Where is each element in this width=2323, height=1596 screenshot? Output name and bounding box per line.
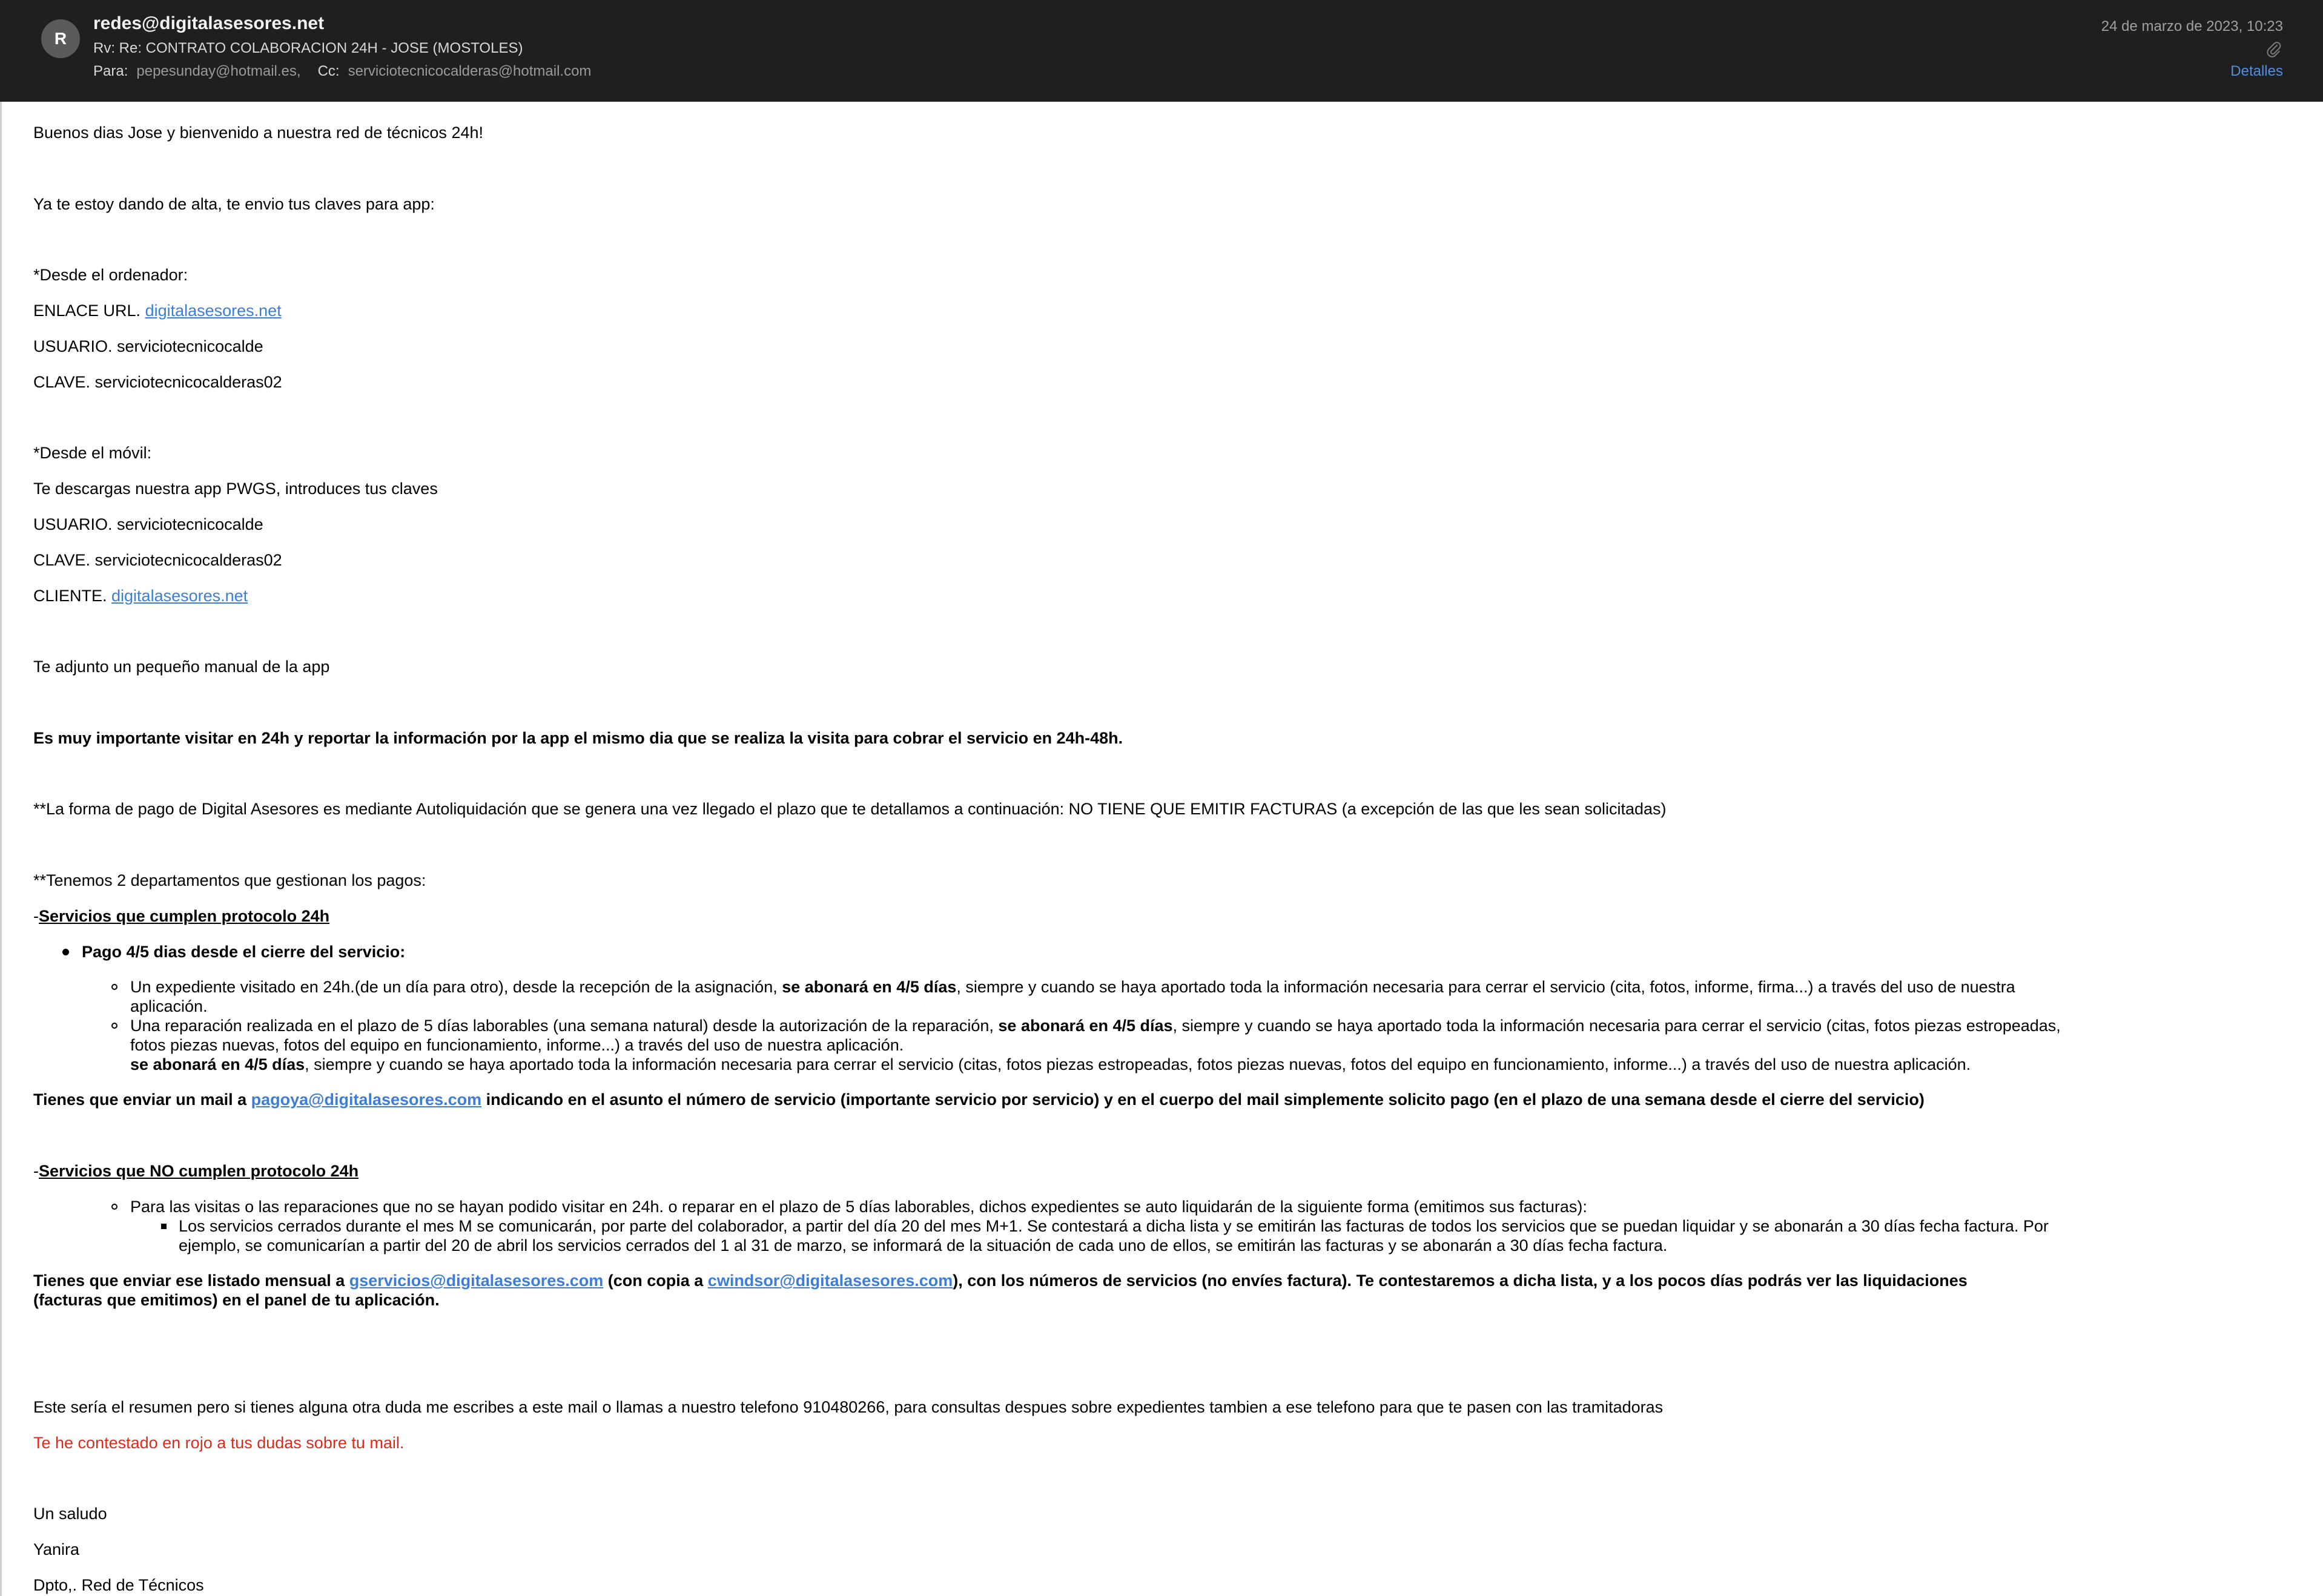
mobile-user: USUARIO. serviciotecnicocalde [33, 515, 263, 533]
section1-item2-rest: , siempre y cuando se haya aportado toda la información necesaria para cerrar el servicio (citas, fotos piezas estropeadas, [1172, 1017, 2061, 1035]
desktop-url-link[interactable]: digitalasesores.net [145, 302, 282, 320]
sender-address[interactable]: redes@digitalasesores.net [93, 13, 325, 33]
mobile-pass: CLAVE. serviciotecnicocalderas02 [33, 551, 282, 569]
section2-mail-text: Tienes que enviar ese listado mensual a [33, 1271, 349, 1290]
section1-item1-cont: aplicación. [130, 997, 208, 1015]
important-note: Es muy importante visitar en 24h y reportar la información por la app el mismo dia que se realiza la visita para cobrar el servicio en 24h-48h. [33, 729, 1123, 747]
section1-item2-extra-text: , siempre y cuando se haya aportado toda la información necesaria para cerrar el servicio (citas, fotos piezas estropeadas, fotos piezas nuevas, fotos del equipo en funcionamiento, informe...) a través del uso de nuestra aplicación. [305, 1055, 1971, 1073]
pagoya-email-link[interactable]: pagoya@digitalasesores.com [251, 1090, 482, 1109]
cc-address[interactable]: serviciotecnicocalderas@hotmail.com [348, 63, 592, 79]
section1-mail-rest: indicando en el asunto el número de servicio (importante servicio por servicio) y en el cuerpo del mail simplemente solicito pago (en el plazo de una semana desde el cierre del servicio) [481, 1090, 1925, 1109]
section2-mail-rest: ), con los números de servicios (no envíes factura). Te contestaremos a dicha lista, y a los pocos días podrás ver las liquidaciones [953, 1271, 1968, 1290]
red-note: Te he contestado en rojo a tus dudas sobre tu mail. [33, 1434, 405, 1452]
desktop-heading: *Desde el ordenador: [33, 266, 188, 284]
desktop-url-label: ENLACE URL. [33, 302, 145, 320]
signoff: Un saludo [33, 1505, 107, 1523]
payment-form-text: **La forma de pago de Digital Asesores es mediante Autoliquidación que se genera una vez llegado el plazo que te detallamos a continuación: NO TIENE QUE EMITIR FACTURAS (a excepción de las que les sean solicitadas) [33, 800, 1667, 818]
email-date: 24 de marzo de 2023, 10:23 [2101, 18, 2283, 35]
section1-item1-bold: se abonará en 4/5 días [782, 978, 957, 996]
section1-item2-extra-bold: se abonará en 4/5 días [130, 1055, 305, 1073]
section1-item1-text: Un expediente visitado en 24h.(de un día para otro), desde la recepción de la asignación, [130, 978, 782, 996]
to-address[interactable]: pepesunday@hotmail.es, [136, 63, 301, 79]
details-link[interactable]: Detalles [2230, 63, 2283, 79]
intro-text: Ya te estoy dando de alta, te envio tus claves para app: [33, 195, 435, 213]
circle-bullet [111, 1023, 117, 1029]
section2-mail-instruction [33, 1271, 1968, 1291]
square-bullet [161, 1224, 167, 1229]
section2-mail-copy: (con copia a [603, 1271, 708, 1290]
desktop-url-line [33, 301, 282, 321]
section2-mail-cont: (facturas que emitimos) en el panel de tu aplicación. [33, 1291, 440, 1309]
section1-item2 [130, 1016, 2061, 1036]
circle-bullet [111, 1204, 117, 1210]
desktop-pass: CLAVE. serviciotecnicocalderas02 [33, 373, 282, 391]
section1-title: Servicios que cumplen protocolo 24h [39, 907, 330, 925]
signature-dept: Dpto,. Red de Técnicos [33, 1576, 204, 1594]
email-body [0, 102, 2323, 1596]
paperclip-icon[interactable] [2265, 40, 2283, 58]
desktop-user: USUARIO. serviciotecnicocalde [33, 337, 263, 355]
cc-label: Cc: [317, 63, 340, 79]
circle-bullet [111, 984, 117, 990]
section1-item2-text: Una reparación realizada en el plazo de 5 días laborables (una semana natural) desde la autorización de la reparación, [130, 1017, 999, 1035]
section2-heading [33, 1161, 359, 1181]
cwindsor-email-link[interactable]: cwindsor@digitalasesores.com [707, 1271, 953, 1290]
section2-title: Servicios que NO cumplen protocolo 24h [39, 1162, 359, 1180]
email-subject: Rv: Re: CONTRATO COLABORACION 24H - JOSE (MOSTOLES) [93, 40, 523, 56]
section1-item2-extra [130, 1055, 1971, 1075]
greeting: Buenos dias Jose y bienvenido a nuestra red de técnicos 24h! [33, 124, 483, 142]
mobile-intro: Te descargas nuestra app PWGS, introduces tus claves [33, 480, 438, 498]
mobile-client-line [33, 586, 248, 606]
mobile-client-label: CLIENTE. [33, 587, 112, 605]
manual-text: Te adjunto un pequeño manual de la app [33, 658, 330, 676]
section1-item1-rest: , siempre y cuando se haya aportado toda la información necesaria para cerrar el servicio (cita, fotos, informe, firma...) a través del uso de nuestra [956, 978, 2015, 996]
mobile-client-link[interactable]: digitalasesores.net [111, 587, 248, 605]
summary-text: Este sería el resumen pero si tienes alguna otra duda me escribes a este mail o llamas a nuestro telefono 910480266, para consultas despues sobre expedientes tambien a ese telefono para que te pasen con las tramitadoras [33, 1398, 1664, 1416]
section1-heading [33, 906, 329, 926]
section2-dash: - [33, 1162, 39, 1180]
section1-mail-text: Tienes que enviar un mail a [33, 1090, 251, 1109]
section1-item1 [130, 977, 2015, 997]
to-label: Para: [93, 63, 128, 79]
section2-subitem: Los servicios cerrados durante el mes M se comunicarán, por parte del colaborador, a partir del día 20 del mes M+1. Se contestará a dicha lista y se emitirán las facturas de todos los servicios que se puedan liquidar y se abonarán a 30 días fecha factura. Por [179, 1217, 2049, 1235]
section1-bullet: Pago 4/5 dias desde el cierre del servicio: [82, 943, 406, 961]
signature-name: Yanira [33, 1540, 80, 1558]
section1-item2-bold: se abonará en 4/5 días [998, 1017, 1173, 1035]
disc-bullet [62, 949, 69, 955]
sender-avatar: R [41, 19, 80, 58]
section2-subitem-cont: ejemplo, se comunicarían a partir del 20 de abril los servicios cerrados del 1 al 31 de marzo, se informará de la situación de cada uno de ellos, se emitirán las facturas y se abonarán a 30 días fecha factura. [179, 1236, 1668, 1255]
mobile-heading: *Desde el móvil: [33, 444, 152, 462]
section1-dash: - [33, 907, 39, 925]
section2-item: Para las visitas o las reparaciones que no se hayan podido visitar en 24h. o reparar en el plazo de 5 días laborables, dichos expedientes se auto liquidarán de la siguiente forma (emitimos sus facturas): [130, 1198, 1587, 1216]
gservicios-email-link[interactable]: gservicios@digitalasesores.com [349, 1271, 604, 1290]
section1-item2-cont: fotos piezas nuevas, fotos del equipo en funcionamiento, informe...) a través del uso de nuestra aplicación. [130, 1036, 904, 1054]
section1-mail-instruction [33, 1090, 1925, 1110]
departments-text: **Tenemos 2 departamentos que gestionan los pagos: [33, 871, 426, 889]
recipients-line [93, 63, 591, 80]
email-header [0, 0, 2323, 102]
